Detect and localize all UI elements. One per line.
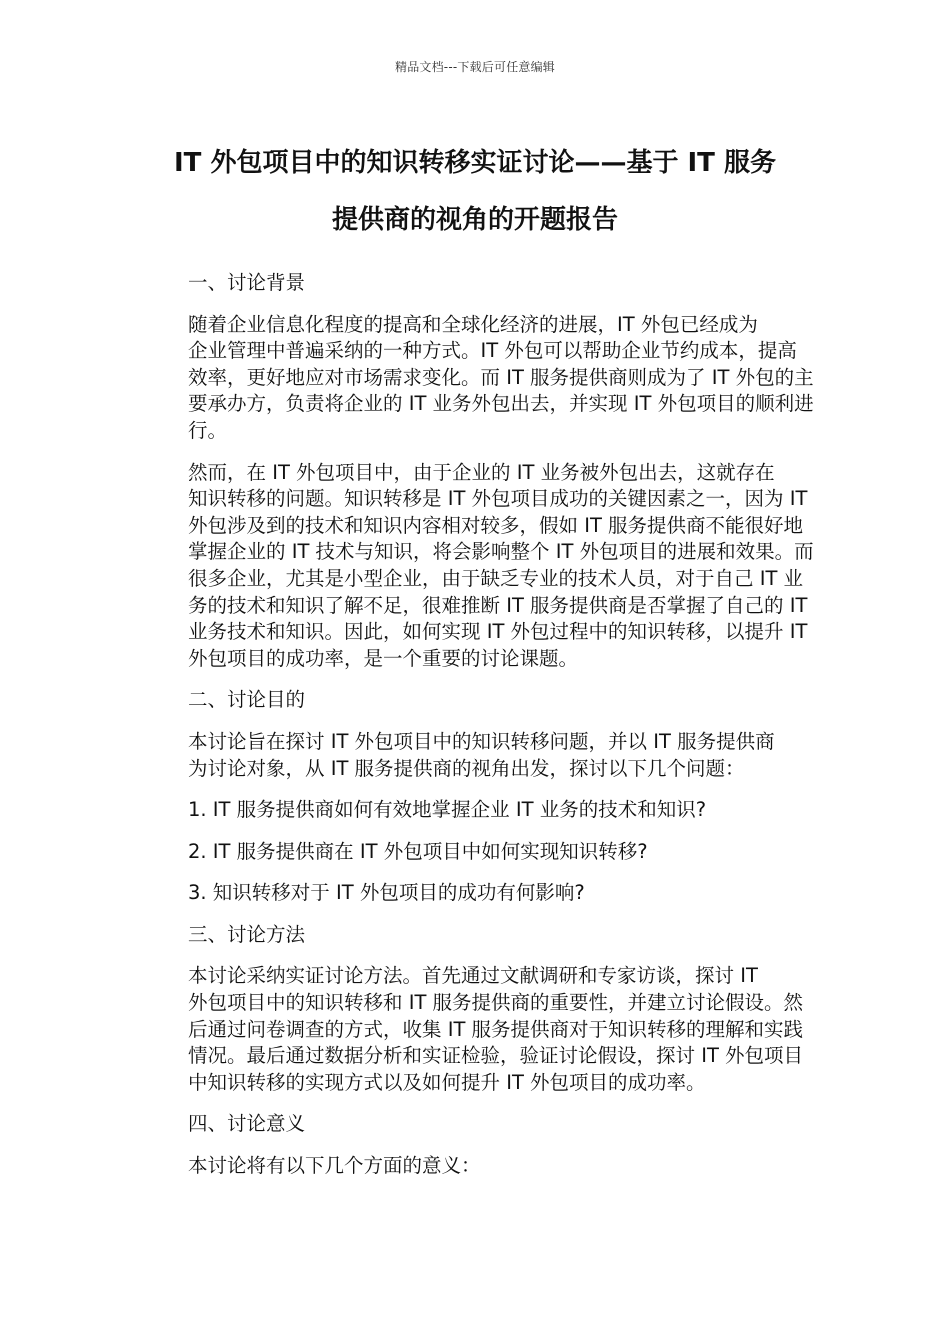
paragraph-line: 企业管理中普遍采纳的一种方式。IT 外包可以帮助企业节约成本，提高 [188,339,797,363]
section-heading: 二、讨论目的 [188,688,306,712]
paragraph [143,729,805,782]
section-heading: 一、讨论背景 [188,271,306,294]
paragraph-line: 要承办方，负责将企业的 IT 业务外包出去，并实现 IT 外包项目的顺利进 [188,392,814,416]
title-line: 提供商的视角的开题报告 [331,205,618,235]
paragraph-line: 本讨论采纳实证讨论方法。首先通过文献调研和专家访谈，探讨 IT [188,964,758,988]
paragraph-line: 后通过问卷调查的方式，收集 IT 服务提供商对于知识转移的理解和实践 [188,1017,804,1041]
paragraph [143,312,814,445]
document-body [143,270,814,1195]
list-item: 1. IT 服务提供商如何有效地掌握企业 IT 业务的技术和知识? [188,798,707,822]
paragraph-line: 本讨论旨在探讨 IT 外包项目中的知识转移问题，并以 IT 服务提供商 [188,729,775,753]
section-heading: 四、讨论意义 [188,1112,306,1136]
paragraph-line: 外包项目中的知识转移和 IT 服务提供商的重要性，并建立讨论假设。然 [188,991,804,1015]
paragraph-line: 行。 [188,418,228,442]
paragraph-line: 务的技术和知识了解不足，很难推断 IT 服务提供商是否掌握了自己的 IT [188,593,808,617]
paragraph-line: 掌握企业的 IT 技术与知识，将会影响整个 IT 外包项目的进展和效果。而 [188,540,814,564]
paragraph-line: 外包涉及到的技术和知识内容相对较多，假如 IT 服务提供商不能很好地 [188,513,804,537]
paragraph-line: 业务技术和知识。因此，如何实现 IT 外包过程中的知识转移，以提升 IT [188,620,808,644]
paragraph-line: 很多企业，尤其是小型企业，由于缺乏专业的技术人员，对于自己 IT 业 [188,566,804,590]
paragraph-line: 中知识转移的实现方式以及如何提升 IT 外包项目的成功率。 [188,1070,706,1094]
header-note: 精品文档---下载后可任意编辑 [395,60,555,74]
paragraph-line: 随着企业信息化程度的提高和全球化经济的进展，IT 外包已经成为 [188,312,758,336]
paragraph-line: 知识转移的问题。知识转移是 IT 外包项目成功的关键因素之一，因为 IT [188,487,808,511]
paragraph-line: 情况。最后通过数据分析和实证检验，验证讨论假设，探讨 IT 外包项目 [188,1044,804,1068]
paragraph [143,1153,805,1180]
paragraph-line: 为讨论对象，从 IT 服务提供商的视角出发，探讨以下几个问题： [188,756,745,780]
paragraph [143,460,814,673]
paragraph-line: 外包项目的成功率，是一个重要的讨论课题。 [188,646,579,670]
paragraph-line: 本讨论将有以下几个方面的意义： [188,1154,481,1178]
title-line: IT 外包项目中的知识转移实证讨论——基于 IT 服务 [174,148,776,178]
document-title [120,135,830,249]
list-item: 2. IT 服务提供商在 IT 外包项目中如何实现知识转移? [188,839,648,863]
paragraph [143,963,805,1096]
paragraph-line: 效率，更好地应对市场需求变化。而 IT 服务提供商则成为了 IT 外包的主 [188,365,814,389]
list-item: 3. 知识转移对于 IT 外包项目的成功有何影响? [188,881,585,905]
section-heading: 三、讨论方法 [188,922,306,946]
paragraph-line: 然而，在 IT 外包项目中，由于企业的 IT 业务被外包出去，这就存在 [188,460,775,484]
